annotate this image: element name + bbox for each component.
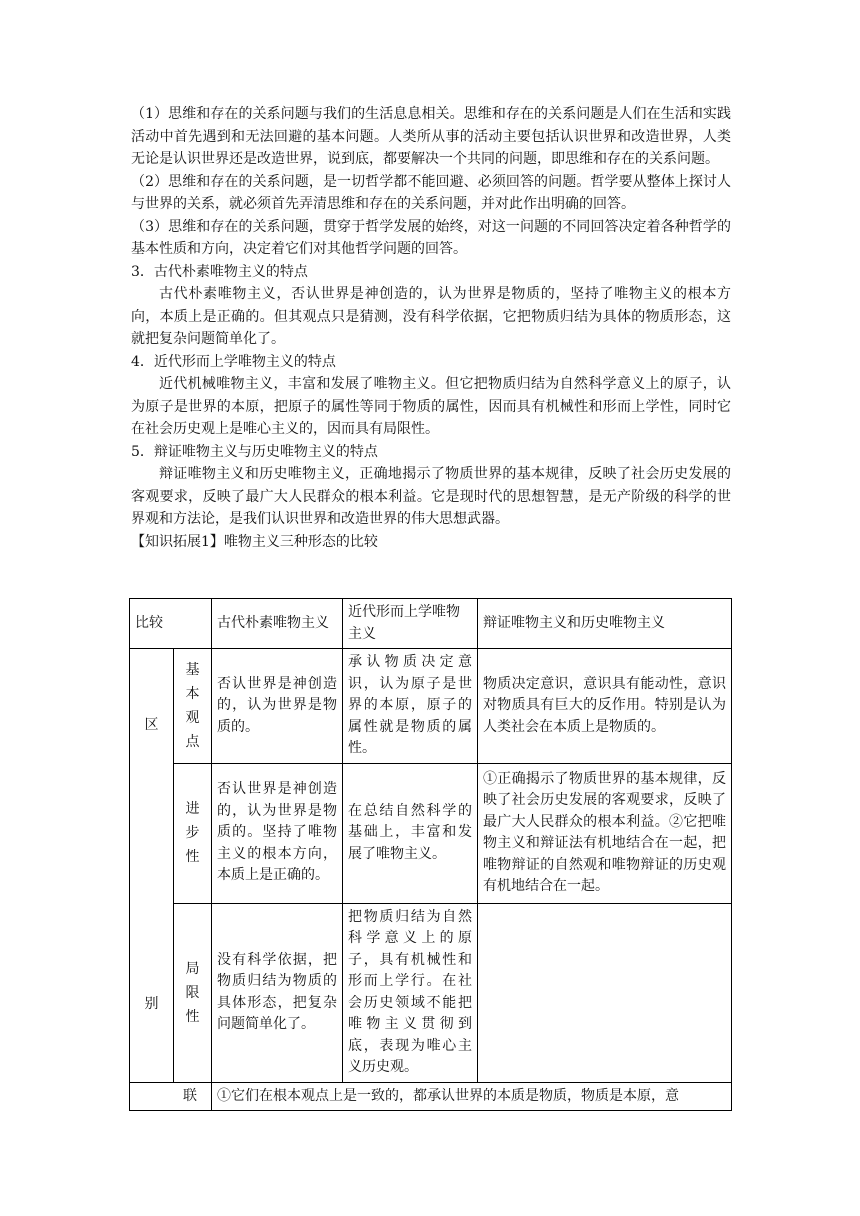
cell-progress-modern: 在总结自然科学的基础上，丰富和发展了唯物主义。 bbox=[343, 763, 478, 903]
group-label-char-a: 区 bbox=[144, 717, 159, 734]
header-ancient: 古代朴素唯物主义 bbox=[212, 599, 343, 649]
cell-limit-dialectical bbox=[478, 903, 732, 1082]
section-heading-5: 5．辩证唯物主义与历史唯物主义的特点 bbox=[131, 443, 378, 460]
table-row bbox=[130, 903, 732, 1082]
cell-basic-modern: 承认物质决定意识，认为原子是世界的本原，原子的属性就是物质的属性。 bbox=[343, 649, 478, 764]
cell-link-text: ①它们在根本观点上是一致的，都承认世界的本质是物质，物质是本原，意 bbox=[212, 1082, 732, 1111]
table-row bbox=[130, 649, 732, 764]
cell-progress-dialectical: ①正确揭示了物质世界的基本规律，反映了社会历史发展的客观要求，反映了最广大人民群众的根本利益。②它把唯物主义和辩证法有机地结合在一起，把唯物辩证的自然观和唯物辩证的历史观有机地结合在一起。 bbox=[478, 763, 732, 903]
row-label-progress: 进步性 bbox=[174, 763, 212, 903]
cell-basic-ancient: 否认世界是神创造的，认为世界是物质的。 bbox=[212, 649, 343, 764]
cell-limit-modern: 把物质归结为自然科学意义上的原子，具有机械性和形而上学行。在社会历史领域不能把唯物主义贯彻到底，表现为唯心主义历史观。 bbox=[343, 903, 478, 1082]
section-body-5: 辩证唯物主义和历史唯物主义，正确地揭示了物质世界的基本规律，反映了社会历史发展的客观要求，反映了最广大人民群众的根本利益。它是现时代的思想智慧，是无产阶级的科学的世界观和方法论，是我们认识世界和改造世界的伟大思想武器。 bbox=[131, 466, 731, 527]
header-dialectical: 辩证唯物主义和历史唯物主义 bbox=[478, 599, 732, 649]
group-label-char-b: 别 bbox=[144, 995, 159, 1012]
cell-progress-ancient: 否认世界是神创造的，认为世界是物质的。坚持了唯物主义的根本方向，本质上是正确的。 bbox=[212, 763, 343, 903]
section-body-4: 近代机械唯物主义，丰富和发展了唯物主义。但它把物质归结为自然科学意义上的原子，认为原子是世界的本原，把原子的属性等同于物质的属性，因而具有机械性和形而上学性，同时它在社会历史观上是唯心主义的，因而具有局限性。 bbox=[131, 376, 731, 437]
document-body bbox=[131, 103, 731, 553]
section-heading-3: 3．古代朴素唯物主义的特点 bbox=[131, 263, 308, 280]
row-label-basic: 基本观点 bbox=[174, 649, 212, 764]
paragraph-2: （2）思维和存在的关系问题，是一切哲学都不能回避、必须回答的问题。哲学要从整体上探讨人与世界的关系，就必须首先弄清思维和存在的关系问题，并对此作出明确的回答。 bbox=[131, 173, 731, 212]
table-header-row bbox=[130, 599, 732, 649]
section-heading-4: 4．近代形而上学唯物主义的特点 bbox=[131, 353, 336, 370]
group-label-difference bbox=[130, 649, 174, 1083]
row-label-link: 联 bbox=[130, 1082, 212, 1111]
comparison-table bbox=[129, 598, 732, 1111]
paragraph-1: （1）思维和存在的关系问题与我们的生活息息相关。思维和存在的关系问题是人们在生活和实践活动中首先遇到和无法回避的基本问题。人类所从事的活动主要包括认识世界和改造世界，人类无论是认识世界还是改造世界，说到底，都要解决一个共同的问题，即思维和存在的关系问题。 bbox=[131, 106, 731, 167]
table-row bbox=[130, 1082, 732, 1111]
extension-title: 【知识拓展1】唯物主义三种形态的比较 bbox=[131, 533, 378, 550]
cell-limit-ancient: 没有科学依据，把物质归结为物质的具体形态，把复杂问题简单化了。 bbox=[212, 903, 343, 1082]
header-corner: 比较 bbox=[130, 599, 212, 649]
row-label-limitation: 局限性 bbox=[174, 903, 212, 1082]
cell-basic-dialectical: 物质决定意识，意识具有能动性，意识对物质具有巨大的反作用。特别是认为人类社会在本质上是物质的。 bbox=[478, 649, 732, 764]
paragraph-3: （3）思维和存在的关系问题，贯穿于哲学发展的始终，对这一问题的不同回答决定着各种哲学的基本性质和方向，决定着它们对其他哲学问题的回答。 bbox=[131, 218, 731, 257]
header-modern: 近代形而上学唯物主义 bbox=[343, 599, 478, 649]
table-row bbox=[130, 763, 732, 903]
section-body-3: 古代朴素唯物主义，否认世界是神创造的，认为世界是物质的，坚持了唯物主义的根本方向，本质上是正确的。但其观点只是猜测，没有科学依据，它把物质归结为具体的物质形态，这就把复杂问题简单化了。 bbox=[131, 286, 731, 347]
